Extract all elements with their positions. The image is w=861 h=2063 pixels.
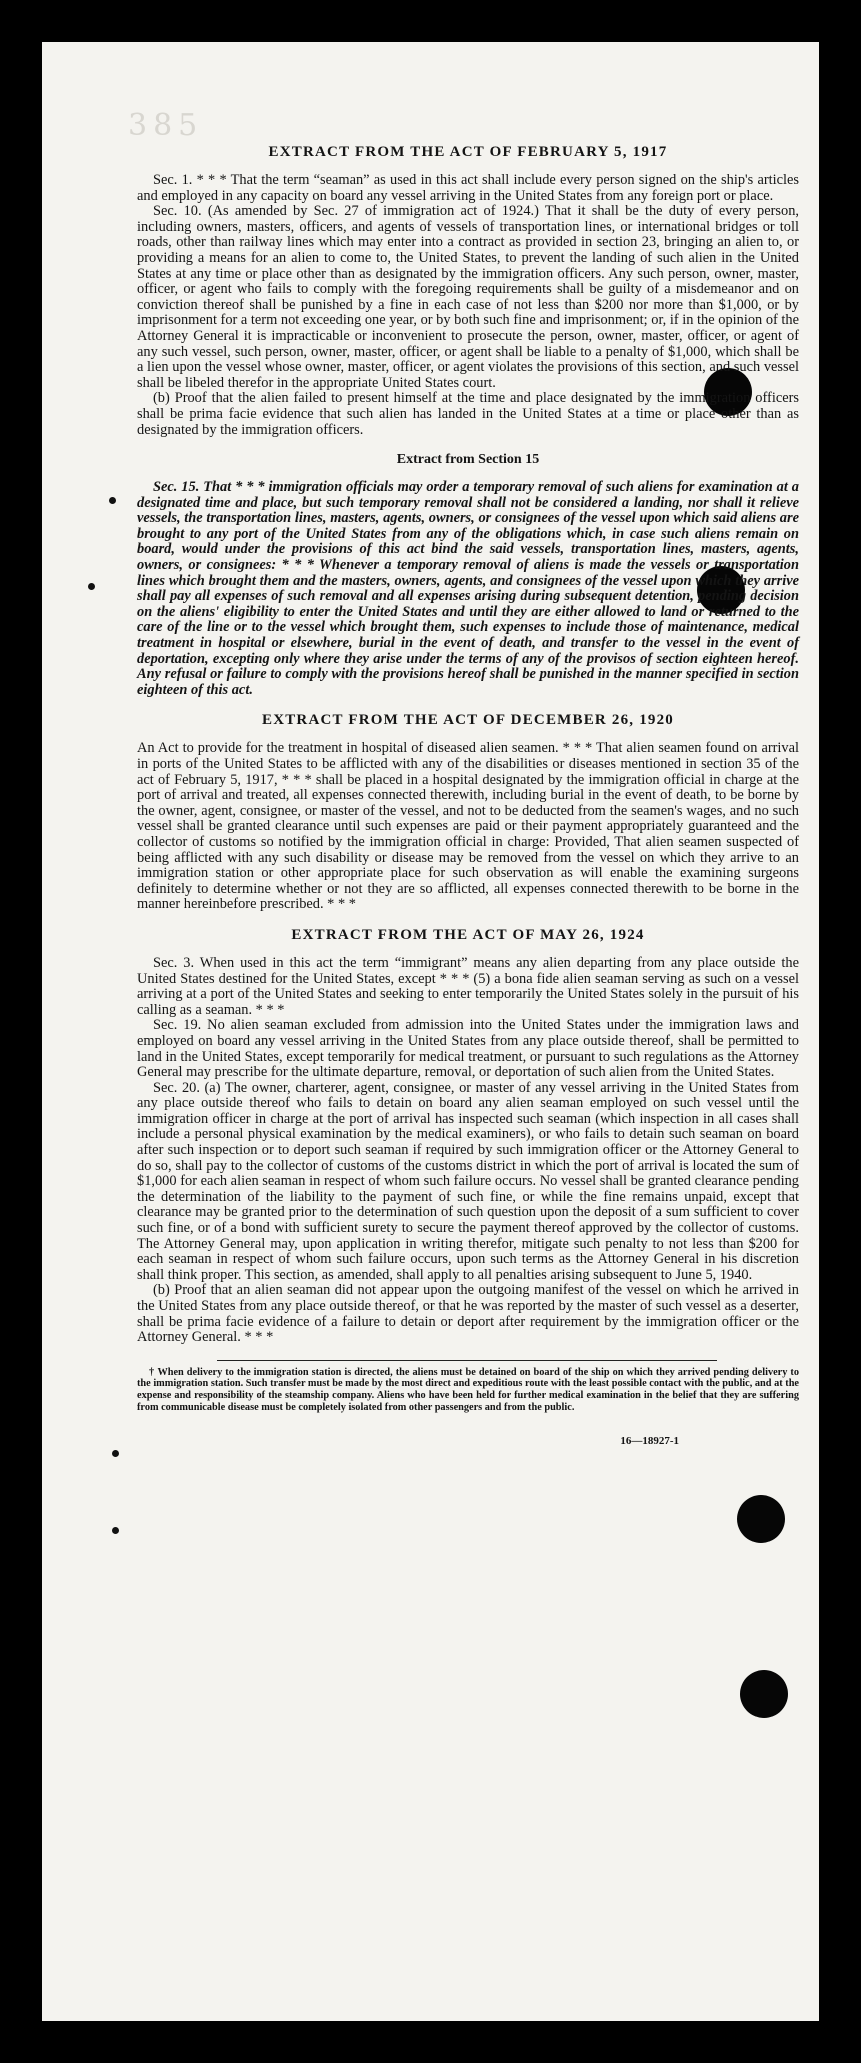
faint-stamp: 385 [128,108,204,143]
stray-mark [112,1450,119,1457]
paragraph: (b) Proof that the alien failed to present himself at the time and place designated by the immigration officers shall be prima facie evidence that such alien has landed in the United States at a time or place other than as designated by the immigration officers. [137,390,799,438]
act-1917-section [137,144,799,438]
footnote-text: † When delivery to the immigration station is directed, the aliens must be detained on board of the ship on which they arrived pending delivery to the immigration station. Such transfer must be made by the most direct and expeditious route with the least possible contact with the public, and at the expense and responsibility of the steamship company. Aliens who have been held for further medical examination in the belief that they are suffering from communicable disease must be completely isolated from other passengers and from the public. [137,1366,799,1413]
divider [217,1360,717,1361]
act-1924-section [137,927,799,1346]
stray-mark [112,1527,119,1534]
punch-hole [740,1670,788,1718]
form-number: 16—18927-1 [620,1435,679,1448]
footnote [137,1367,799,1413]
paragraph: Sec. 1. * * * That the term “seaman” as used in this act shall include every person signed on the ship's articles and employed in any capacity on board any vessel arriving in the United States from any foreign port or place. [137,172,799,204]
section-heading: Extract from Section 15 [396,452,540,468]
section-heading: EXTRACT FROM THE ACT OF DECEMBER 26, 1920 [261,712,675,729]
paragraph: Sec. 19. No alien seaman excluded from admission into the United States under the immigration laws and employed on board any vessel arriving in the United States from any place outside thereof, shall be permitted to land in the United States, except temporarily for medical treatment, or pursuant to such regulations as the Attorney General may prescribe for the ultimate departure, removal, or deportation of such alien from the United States. [137,1017,799,1081]
paragraph: Sec. 10. (As amended by Sec. 27 of immigration act of 1924.) That it shall be the duty of every person, including owners, masters, officers, and agents of vessels of transportation lines, or international bridges or toll roads, other than railway lines which may enter into a contract as provided in section 23, bringing an alien to, or providing a means for an alien to come to, the United States, to prevent the landing of such alien in the United States at any time or place other than as designated by the immigration officers. Any such person, owner, master, officer, or agent who fails to comply with the foregoing requirements shall be guilty of a misdemeanor and on conviction thereof shall be punished by a fine in each case of not less than $200 nor more than $1,000, or by imprisonment for a term not exceeding one year, or by both such fine and imprisonment; or, if in the opinion of the Attorney General it is impracticable or inconvenient to prosecute the person, owner, master, officer, or agent of any such vessel, such person, owner, master, officer, or agent shall be liable to a penalty of $1,000, which shall be a lien upon the vessel whose owner, master, officer, or agent violates the provisions of this section, and such vessel shall be libeled therefor in the appropriate United States court. [137,203,799,391]
paragraph: Sec. 20. (a) The owner, charterer, agent, consignee, or master of any vessel arriving in the United States from any place outside thereof who fails to detain on board any alien seaman employed on such vessel until the immigration officer in charge at the port of arrival has inspected such seaman (which inspection in all cases shall include a personal physical examination by the medical examiners), or who fails to detain such seaman on board after such inspection or to deport such seaman if required by such immigration officer or the Attorney General to do so, shall pay to the collector of customs of the customs district in which the port of arrival is located the sum of $1,000 for each alien seaman in respect of whom such failure occurs. No vessel shall be granted clearance pending the determination of the liability to the payment of such fine, or while the fine remains unpaid, except that clearance may be granted prior to the determination of such question upon the deposit of a sum sufficient to cover such fine, or of a bond with sufficient surety to secure the payment thereof approved by the collector of customs. The Attorney General may, upon application in writing therefor, mitigate such penalty to not less than $200 for each seaman in respect of whom such failure occurs, upon such terms as the Attorney General in his discretion shall think proper. This section, as amended, shall apply to all penalties arising subsequent to June 5, 1940. [137,1079,799,1283]
act-1920-section [137,712,799,913]
document-page [42,42,819,2021]
section-heading: EXTRACT FROM THE ACT OF MAY 26, 1924 [291,926,645,943]
stray-mark [109,497,116,504]
paragraph: Sec. 15. That * * * immigration officials may order a temporary removal of such aliens for examination at a designated time and place, but such temporary removal shall not be considered a landing, nor shall it relieve vessels, the transportation lines, masters, agents, owners, or consignees of the vessel upon which said aliens are brought to any port of the United States from any of the obligations which, in case such aliens remain on board, would under the provisions of this act bind the said vessels, transportation lines, masters, agents, owners, or consignees: * * * Whenever a temporary removal of aliens is made the vessels or transportation lines which brought them and the masters, owners, agents, and consignees of the vessel upon which they arrive shall pay all expenses of such removal and all expenses arising during subsequent detention, pending decision on the aliens' eligibility to enter the United States and until they are either allowed to land or returned to the care of the line or to the vessel which brought them, such expenses to include those of maintenance, medical treatment in hospital or elsewhere, burial in the event of death, and transfer to the vessel in the event of deportation, excepting only where they arise under the terms of any of the provisos of section eighteen hereof. Any refusal or failure to comply with the provisions hereof shall be punished in the manner specified in section eighteen of this act. [137,479,799,698]
stray-mark [88,583,95,590]
punch-hole [737,1495,785,1543]
section-15 [137,452,799,698]
document-body [137,144,799,1447]
paragraph: (b) Proof that an alien seaman did not appear upon the outgoing manifest of the vessel on which he arrived in the United States from any place outside thereof, or that he was reported by the master of such vessel as a deserter, shall be prima facie evidence of a failure to detain or deport after requirement by the immigration officer or the Attorney General. * * * [137,1282,799,1346]
paragraph: An Act to provide for the treatment in hospital of diseased alien seamen. * * * That alien seamen found on arrival in ports of the United States to be afflicted with any of the disabilities or diseases mentioned in section 35 of the act of February 5, 1917, * * * shall be placed in a hospital designated by the immigration official in charge at the port of arrival and treated, all expenses connected therewith, including burial in the event of death, to be borne by the owner, agent, consignee, or master of the vessel, and not to be deducted from the seamen's wages, and no such vessel shall be granted clearance until such expenses are paid or their payment appropriately guaranteed and the collector of customs so notified by the immigration official in charge: Provided, That alien seamen suspected of being afflicted with any such disability or disease may be removed from the vessel on which they arrive to an immigration station or other appropriate place for such observation as will enable the examining surgeons definitely to determine whether or not they are so afflicted, all expenses connected therewith to be borne in the manner hereinbefore prescribed. * * * [137,740,799,913]
section-heading: EXTRACT FROM THE ACT OF FEBRUARY 5, 1917 [268,144,668,160]
paragraph: Sec. 3. When used in this act the term “immigrant” means any alien departing from any place outside the United States destined for the United States, except * * * (5) a bona fide alien seaman serving as such on a vessel arriving at a port of the United States and seeking to enter temporarily the United States solely in the pursuit of his calling as a seaman. * * * [137,954,799,1018]
